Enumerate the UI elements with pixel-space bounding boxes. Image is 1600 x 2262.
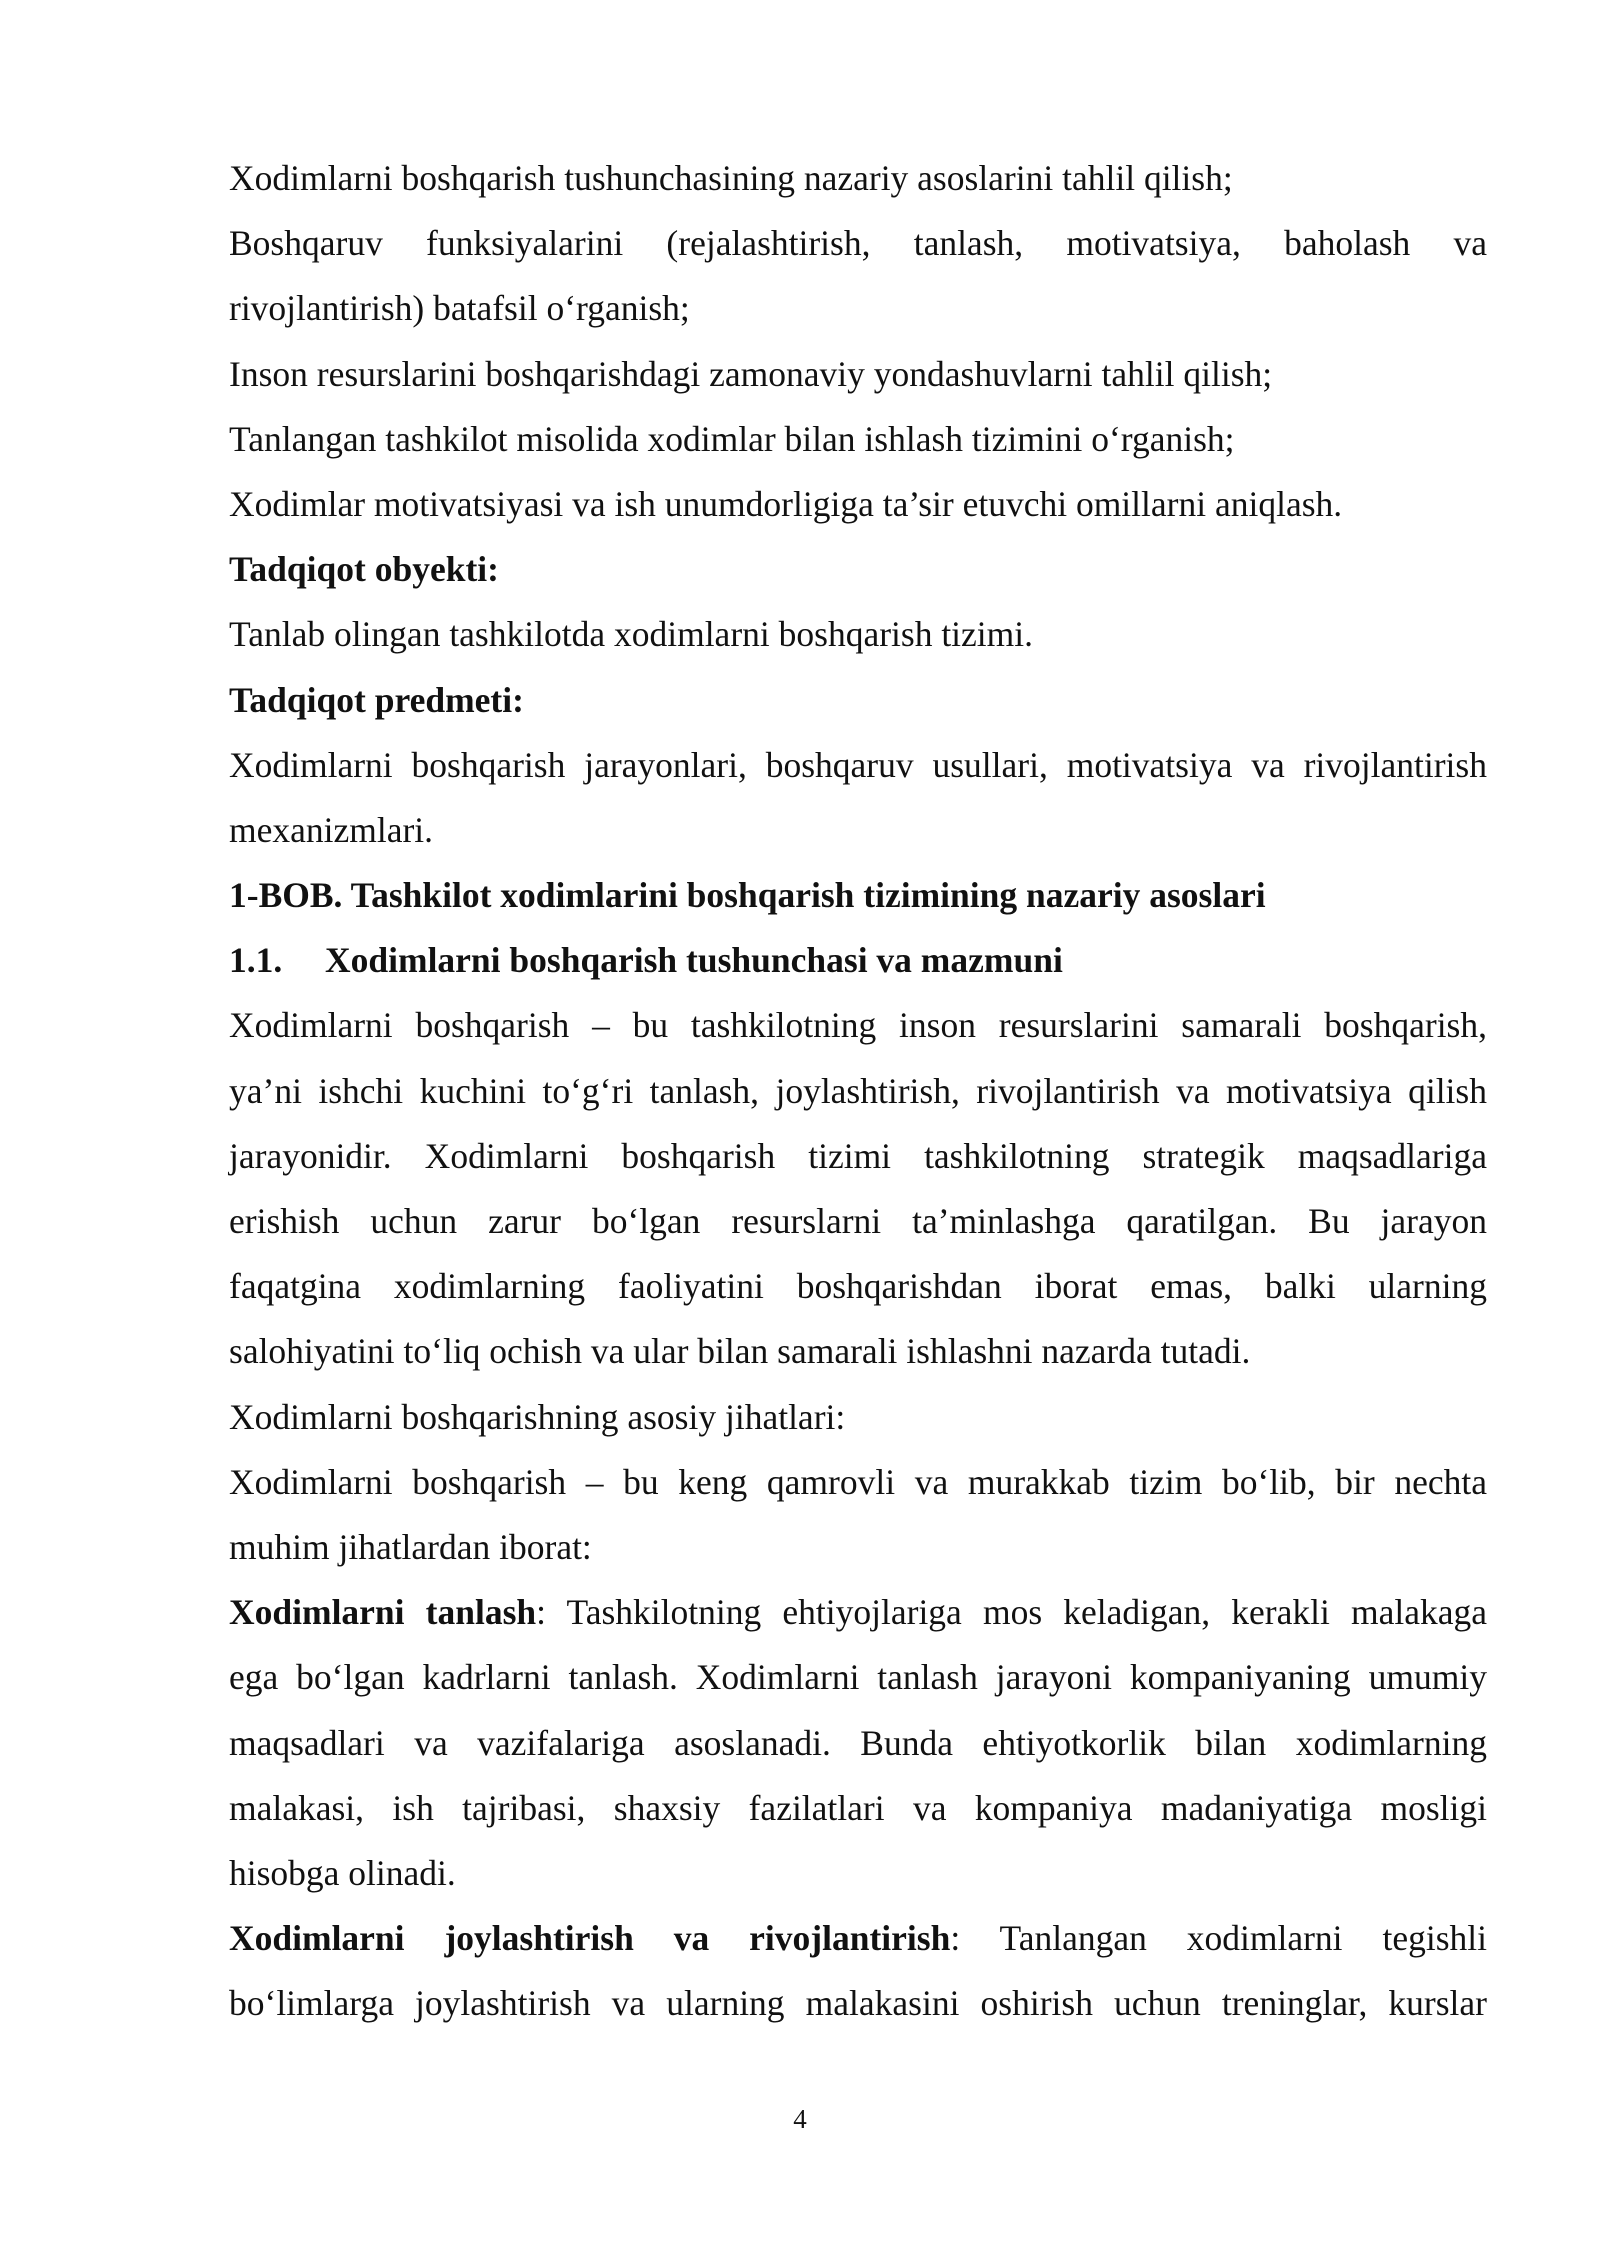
paragraph-5-line: bo‘limlarga joylashtirish va ularning malakasini oshirish uchun treninglar, kurslar xyxy=(229,1983,1487,2024)
paragraph-4-line: ega bo‘lgan kadrlarni tanlash. Xodimlarni tanlash jarayoni kompaniyaning umumiy xyxy=(229,1657,1487,1698)
subject-text-line1: Xodimlarni boshqarish jarayonlari, boshqaruv usullari, motivatsiya va rivojlantirish xyxy=(229,744,1487,785)
paragraph-1-line: salohiyatini to‘liq ochish va ular bilan samarali ishlashni nazarda tutadi. xyxy=(229,1331,1251,1372)
document-page xyxy=(229,146,1487,2036)
term-selection-rest: : Tashkilotning ehtiyojlariga mos keladigan, kerakli malakaga xyxy=(536,1592,1487,1633)
paragraph-4-line: hisobga olinadi. xyxy=(229,1852,456,1893)
section-number: 1.1. xyxy=(229,940,283,981)
page-number: 4 xyxy=(793,2104,807,2134)
task-item-4: Tanlangan tashkilot misolida xodimlar bilan ishlash tizimini o‘rganish; xyxy=(229,418,1235,459)
paragraph-4-line xyxy=(229,1580,1487,1645)
section-heading xyxy=(229,928,1487,993)
chapter-title: 1-BOB. Tashkilot xodimlarini boshqarish tizimining nazariy asoslari xyxy=(229,875,1266,916)
paragraph-1-line: erishish uchun zarur bo‘lgan resurslarni ta’minlashga qaratilgan. Bu jarayon xyxy=(229,1201,1487,1241)
term-placement: Xodimlarni joylashtirish va rivojlantirish xyxy=(229,1918,951,1959)
paragraph-1-line: Xodimlarni boshqarish – bu tashkilotning inson resurslarini samarali boshqarish, xyxy=(229,1005,1487,1046)
object-heading: Tadqiqot obyekti: xyxy=(229,549,499,590)
task-item-5: Xodimlar motivatsiyasi va ish unumdorligiga ta’sir etuvchi omillarni aniqlash. xyxy=(229,483,1343,524)
paragraph-5-line xyxy=(229,1906,1487,1971)
paragraph-4-line: maqsadlari va vazifalariga asoslanadi. Bunda ehtiyotkorlik bilan xodimlarning xyxy=(229,1722,1487,1763)
paragraph-1-line: jarayonidir. Xodimlarni boshqarish tizimi tashkilotning strategik maqsadlariga xyxy=(229,1135,1487,1176)
subject-heading: Tadqiqot predmeti: xyxy=(229,679,524,720)
paragraph-1-line: faqatgina xodimlarning faoliyatini boshqarishdan iborat emas, balki ularning xyxy=(229,1266,1487,1307)
task-item-1: Xodimlarni boshqarish tushunchasining nazariy asoslarini tahlil qilish; xyxy=(229,158,1233,198)
object-text: Tanlab olingan tashkilotda xodimlarni boshqarish tizimi. xyxy=(229,614,1034,655)
paragraph-3-line: muhim jihatlardan iborat: xyxy=(229,1526,592,1567)
paragraph-4-line: malakasi, ish tajribasi, shaxsiy fazilatlari va kompaniya madaniyatiga mosligi xyxy=(229,1787,1487,1828)
paragraph-3-line: Xodimlarni boshqarish – bu keng qamrovli va murakkab tizim bo‘lib, bir nechta xyxy=(229,1461,1487,1502)
task-item-3: Inson resurslarini boshqarishdagi zamonaviy yondashuvlarni tahlil qilish; xyxy=(229,353,1273,394)
paragraph-1-line: ya’ni ishchi kuchini to‘g‘ri tanlash, joylashtirish, rivojlantirish va motivatsiya qilish xyxy=(229,1070,1487,1111)
term-selection: Xodimlarni tanlash xyxy=(229,1592,537,1633)
section-title: Xodimlarni boshqarish tushunchasi va mazmuni xyxy=(325,940,1063,981)
task-item-2-line2: rivojlantirish) batafsil o‘rganish; xyxy=(229,288,690,329)
term-placement-rest: : Tanlangan xodimlarni tegishli xyxy=(950,1918,1487,1959)
paragraph-2: Xodimlarni boshqarishning asosiy jihatlari: xyxy=(229,1396,846,1437)
subject-text-line2: mexanizmlari. xyxy=(229,809,434,850)
task-item-2-line1: Boshqaruv funksiyalarini (rejalashtirish, tanlash, motivatsiya, baholash va xyxy=(229,223,1487,264)
